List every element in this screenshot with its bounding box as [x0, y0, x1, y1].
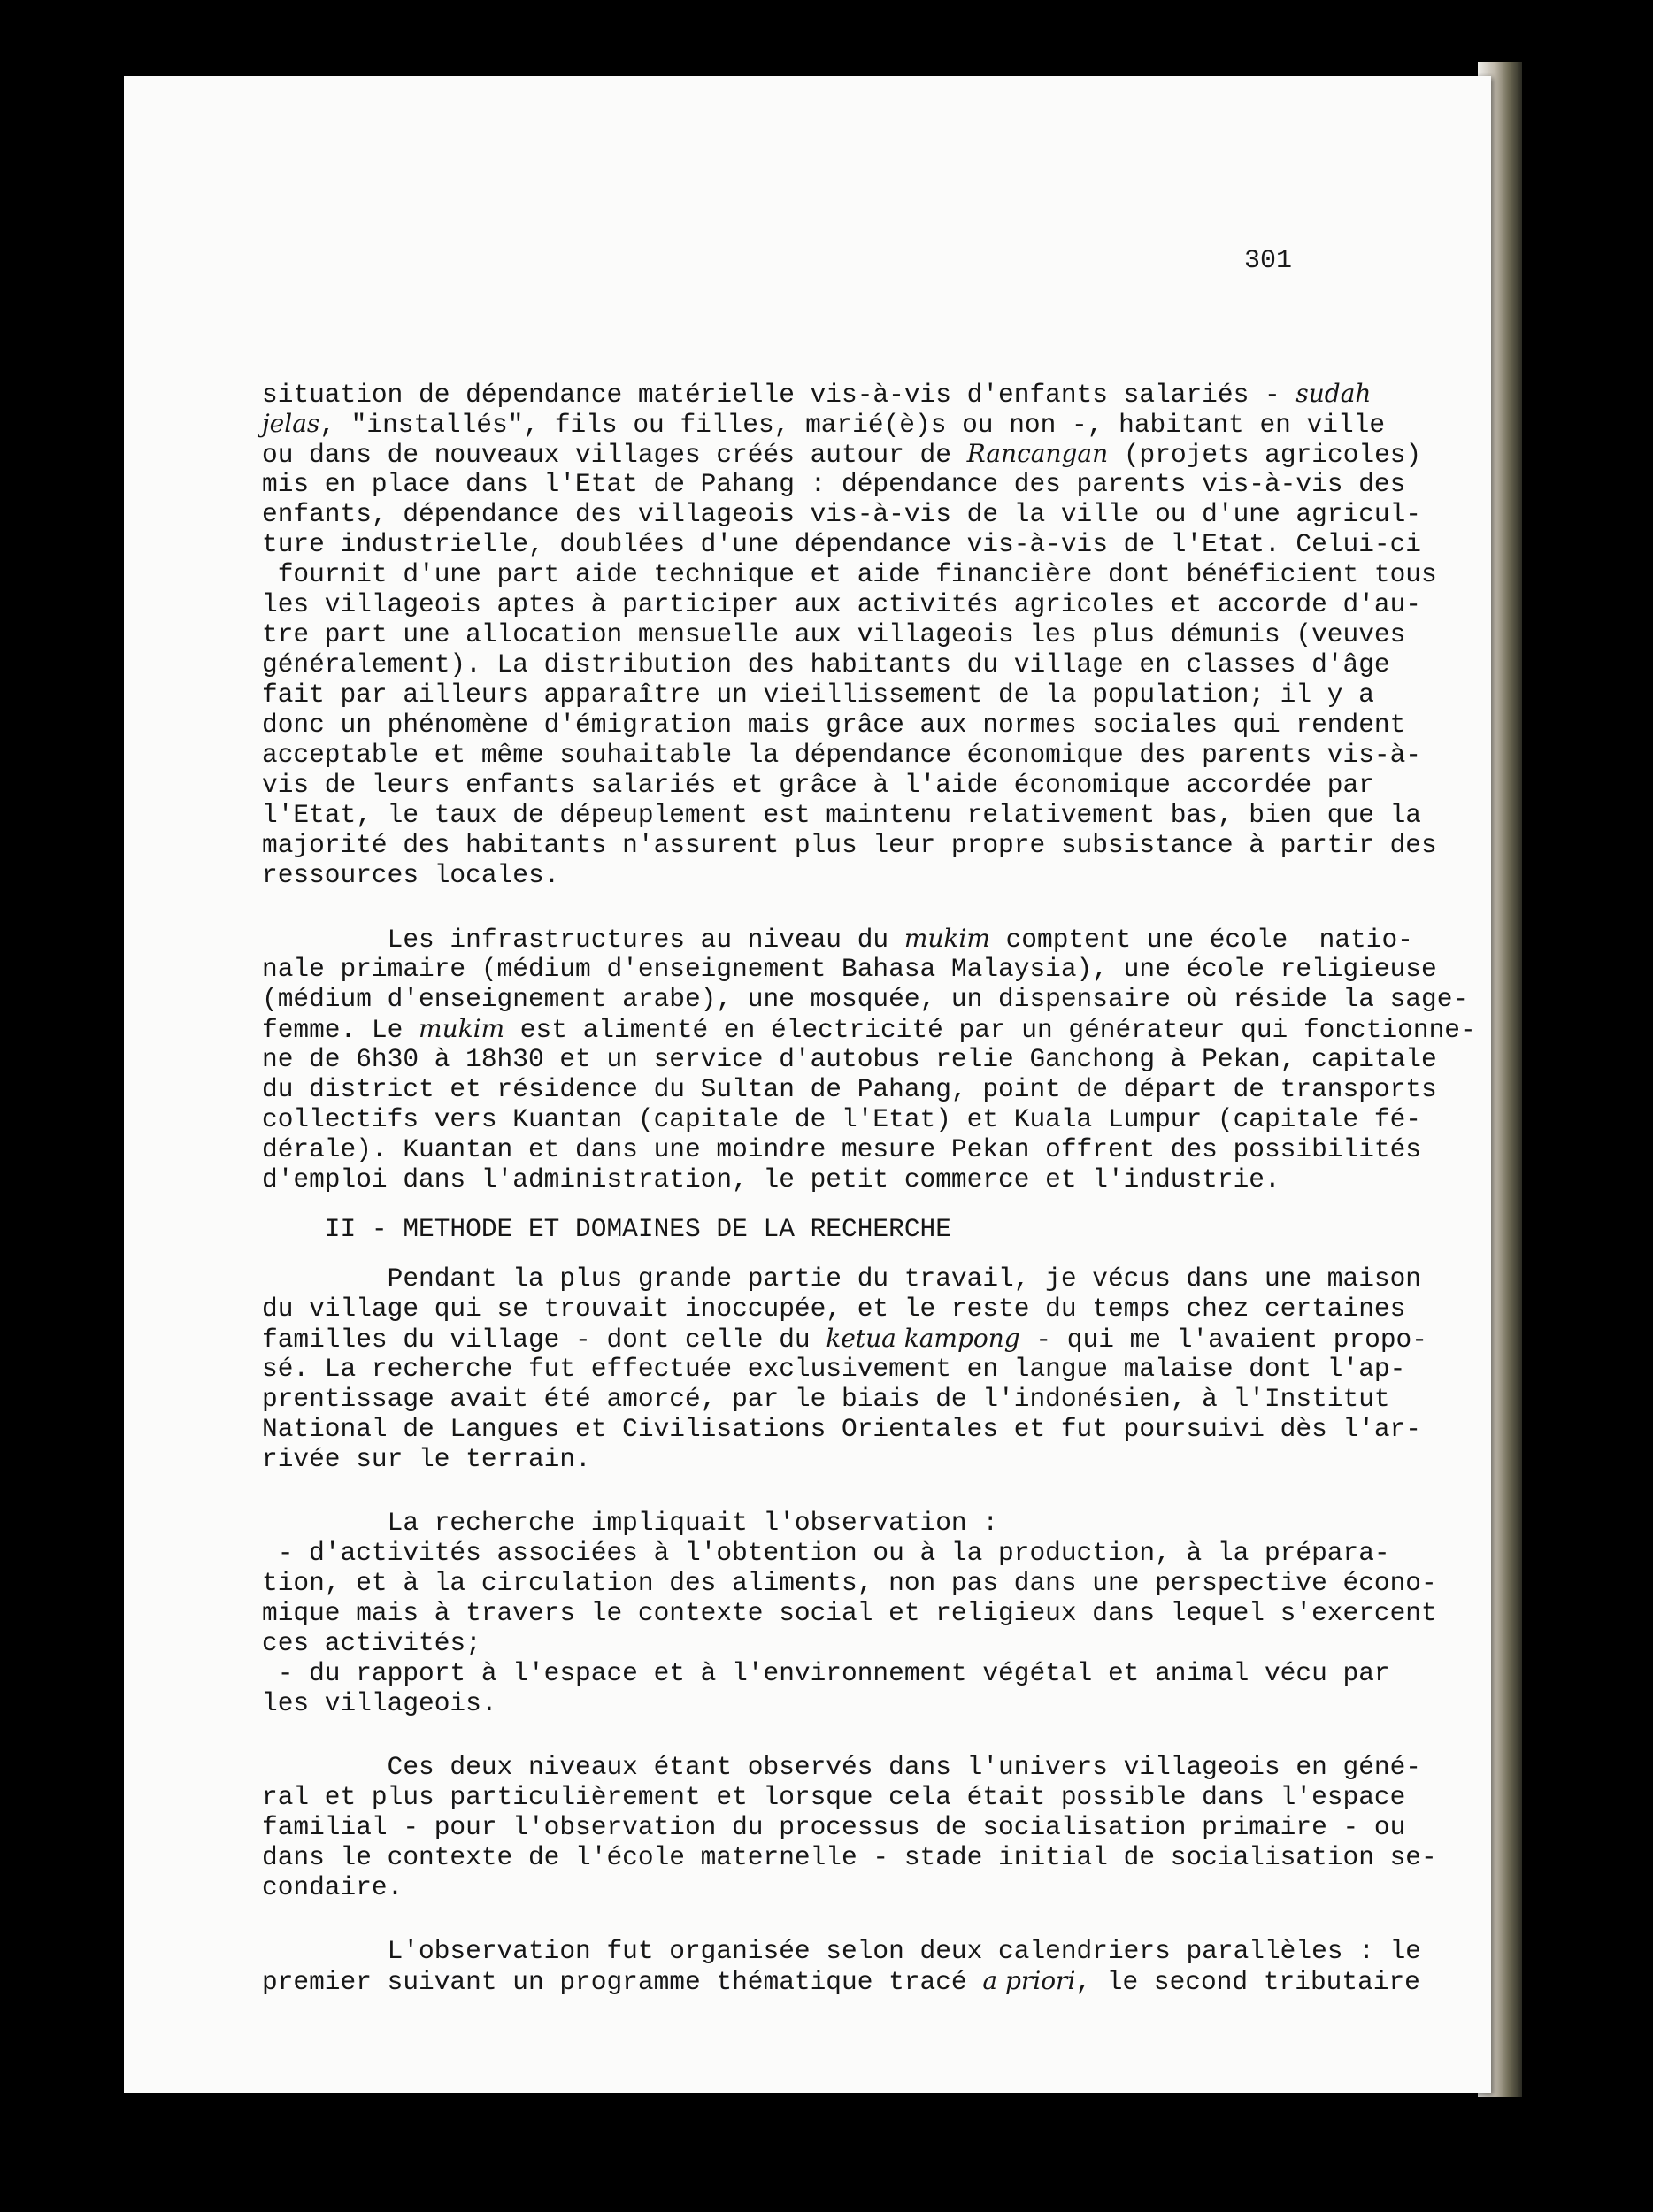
text-line: [262, 649, 1390, 680]
text-line: [262, 1752, 1422, 1782]
text-run: généralement). La distribution des habitants du village en classes d'âge: [262, 649, 1390, 680]
text-line: [262, 619, 1406, 649]
section-heading: II - METHODE ET DOMAINES DE LA RECHERCHE: [262, 1214, 951, 1244]
paragraph-1: [262, 379, 1437, 890]
text-line: [262, 1294, 1406, 1324]
text-line: [262, 379, 1372, 410]
text-line: [262, 1104, 1422, 1134]
text-line: [262, 1134, 1422, 1164]
text-line: [262, 1538, 1390, 1568]
text-line: [262, 1074, 1437, 1104]
text-line: [262, 1444, 1368, 1474]
text-run: nale primaire (médium d'enseignement Bahasa Malaysia), une école religieuse: [262, 954, 1437, 984]
italic-term: sudah: [1295, 379, 1372, 408]
text-run: (médium d'enseignement arabe), une mosquée, un dispensaire où réside la sage-: [262, 984, 1469, 1014]
text-line: [262, 1568, 1437, 1598]
text-line: [262, 1782, 1406, 1812]
text-line: [262, 954, 1437, 984]
text-line: [262, 1044, 1437, 1074]
text-line: [262, 1872, 1368, 1902]
text-run: du district et résidence du Sultan de Pahang, point de départ de transports: [262, 1074, 1437, 1104]
text-line: [262, 740, 1422, 770]
text-run: Pendant la plus grande partie du travail, je vécus dans une maison: [262, 1263, 1422, 1294]
text-run: ressources locales.: [262, 860, 560, 890]
text-line: [262, 800, 1422, 830]
text-line: [262, 1014, 1476, 1045]
text-run: , "installés", fils ou filles, marié(è)s ou non -, habitant en ville: [319, 410, 1386, 440]
text-run: situation de dépendance matérielle vis-à-vis d'enfants salariés -: [262, 380, 1296, 410]
text-run: fournit d'une part aide technique et aide financière dont bénéficient tous: [262, 559, 1437, 589]
text-run: dérale). Kuantan et dans une moindre mesure Pekan offrent des possibilités: [262, 1134, 1422, 1164]
text-run: - du rapport à l'espace et à l'environnement végétal et animal vécu par: [262, 1658, 1390, 1688]
text-line: [262, 1384, 1390, 1414]
text-line: [262, 924, 1413, 955]
paragraph-6: [262, 1936, 1422, 1997]
text-line: [262, 559, 1437, 589]
text-run: acceptable et même souhaitable la dépendance économique des parents vis-à-: [262, 740, 1422, 770]
text-run: ture industrielle, doublées d'une dépendance vis-à-vis de l'Etat. Celui-ci: [262, 529, 1422, 559]
text-line: [262, 1658, 1390, 1688]
text-line: [262, 499, 1422, 529]
text-line: [262, 529, 1422, 559]
text-line: [262, 984, 1469, 1014]
text-run: l'Etat, le taux de dépeuplement est maintenu relativement bas, bien que la: [262, 800, 1422, 830]
italic-term: jelas: [262, 409, 320, 438]
text-run: - d'activités associées à l'obtention ou à la production, à la prépara-: [262, 1538, 1390, 1568]
text-run: National de Langues et Civilisations Orientales et fut poursuivi dès l'ar-: [262, 1414, 1422, 1444]
text-run: Ces deux niveaux étant observés dans l'univers villageois en géné-: [262, 1752, 1422, 1782]
text-line: [262, 1628, 1368, 1658]
text-line: [262, 1164, 1368, 1194]
text-run: familles du village - dont celle du: [262, 1325, 826, 1355]
text-run: enfants, dépendance des villageois vis-à-vis de la ville ou d'une agricul-: [262, 499, 1422, 529]
page-number: 301: [1244, 246, 1293, 276]
text-run: majorité des habitants n'assurent plus leur propre subsistance à partir des: [262, 830, 1437, 860]
text-run: fait par ailleurs apparaître un vieillissement de la population; il y a: [262, 680, 1374, 710]
text-run: sé. La recherche fut effectuée exclusivement en langue malaise dont l'ap-: [262, 1354, 1406, 1384]
text-run: est alimenté en électricité par un générateur qui fonctionne-: [504, 1015, 1476, 1045]
text-line: [262, 770, 1374, 800]
text-run: les villageois aptes à participer aux activités agricoles et accorde d'au-: [262, 589, 1422, 619]
text-run: La recherche impliquait l'observation :: [262, 1508, 999, 1538]
text-run: comptent une école natio-: [989, 925, 1413, 955]
text-line: [262, 680, 1374, 710]
text-line: [262, 1936, 1422, 1966]
text-line: [262, 1324, 1427, 1355]
paragraph-4: [262, 1508, 1437, 1718]
text-run: ral et plus particulièrement et lorsque cela était possible dans l'espace: [262, 1782, 1406, 1812]
italic-term: mukim: [419, 1014, 505, 1043]
text-run: Les infrastructures au niveau du: [262, 925, 904, 955]
text-run: les villageois.: [262, 1688, 497, 1718]
text-line: [262, 1263, 1422, 1294]
text-line: [262, 1966, 1420, 1997]
text-run: ne de 6h30 à 18h30 et un service d'autobus relie Ganchong à Pekan, capitale: [262, 1044, 1437, 1074]
text-run: d'emploi dans l'administration, le petit commerce et l'industrie.: [262, 1164, 1280, 1194]
text-run: ou dans de nouveaux villages créés autour de: [262, 440, 967, 470]
text-line: [262, 409, 1386, 440]
text-run: prentissage avait été amorcé, par le biais de l'indonésien, à l'Institut: [262, 1384, 1390, 1414]
text-line: [262, 469, 1406, 499]
text-run: collectifs vers Kuantan (capitale de l'Etat) et Kuala Lumpur (capitale fé-: [262, 1104, 1422, 1134]
text-line: [262, 589, 1422, 619]
text-run: , le second tributaire: [1075, 1967, 1420, 1997]
italic-term: a priori: [982, 1966, 1076, 1995]
text-line: [262, 1598, 1437, 1628]
text-line: [262, 1414, 1422, 1444]
page-body: [262, 379, 1476, 1997]
text-line: [262, 710, 1406, 740]
text-run: du village qui se trouvait inoccupée, et le reste du temps chez certaines: [262, 1294, 1406, 1324]
text-run: condaire.: [262, 1872, 404, 1902]
text-line: [262, 1354, 1406, 1384]
text-run: tre part une allocation mensuelle aux villageois les plus démunis (veuves: [262, 619, 1406, 649]
italic-term: ketua kampong: [826, 1324, 1020, 1353]
text-run: dans le contexte de l'école maternelle - stade initial de socialisation se-: [262, 1842, 1437, 1872]
text-run: rivée sur le terrain.: [262, 1444, 591, 1474]
text-line: [262, 1842, 1437, 1872]
paragraph-3: [262, 1263, 1427, 1474]
text-run: (projets agricoles): [1108, 440, 1422, 470]
text-run: mis en place dans l'Etat de Pahang : dépendance des parents vis-à-vis des: [262, 469, 1406, 499]
text-run: ces activités;: [262, 1628, 481, 1658]
text-line: [262, 439, 1422, 470]
text-run: premier suivant un programme thématique tracé: [262, 1967, 983, 1997]
italic-term: mukim: [903, 924, 990, 953]
paragraph-5: [262, 1752, 1437, 1902]
text-line: [262, 1508, 1368, 1538]
text-line: [262, 1812, 1406, 1842]
text-run: L'observation fut organisée selon deux calendriers parallèles : le: [262, 1936, 1422, 1966]
text-run: mique mais à travers le contexte social et religieux dans lequel s'exercent: [262, 1598, 1437, 1628]
text-line: [262, 1688, 1368, 1718]
text-line: [262, 830, 1437, 860]
paragraph-2: [262, 924, 1476, 1194]
text-line: [262, 860, 1368, 890]
text-run: tion, et à la circulation des aliments, non pas dans une perspective écono-: [262, 1568, 1437, 1598]
text-run: vis de leurs enfants salariés et grâce à l'aide économique accordée par: [262, 770, 1374, 800]
text-run: familial - pour l'observation du processus de socialisation primaire - ou: [262, 1812, 1406, 1842]
italic-term: Rancangan: [966, 439, 1109, 468]
text-run: femme. Le: [262, 1015, 419, 1045]
text-run: donc un phénomène d'émigration mais grâce aux normes sociales qui rendent: [262, 710, 1406, 740]
text-run: - qui me l'avaient propo-: [1019, 1325, 1427, 1355]
